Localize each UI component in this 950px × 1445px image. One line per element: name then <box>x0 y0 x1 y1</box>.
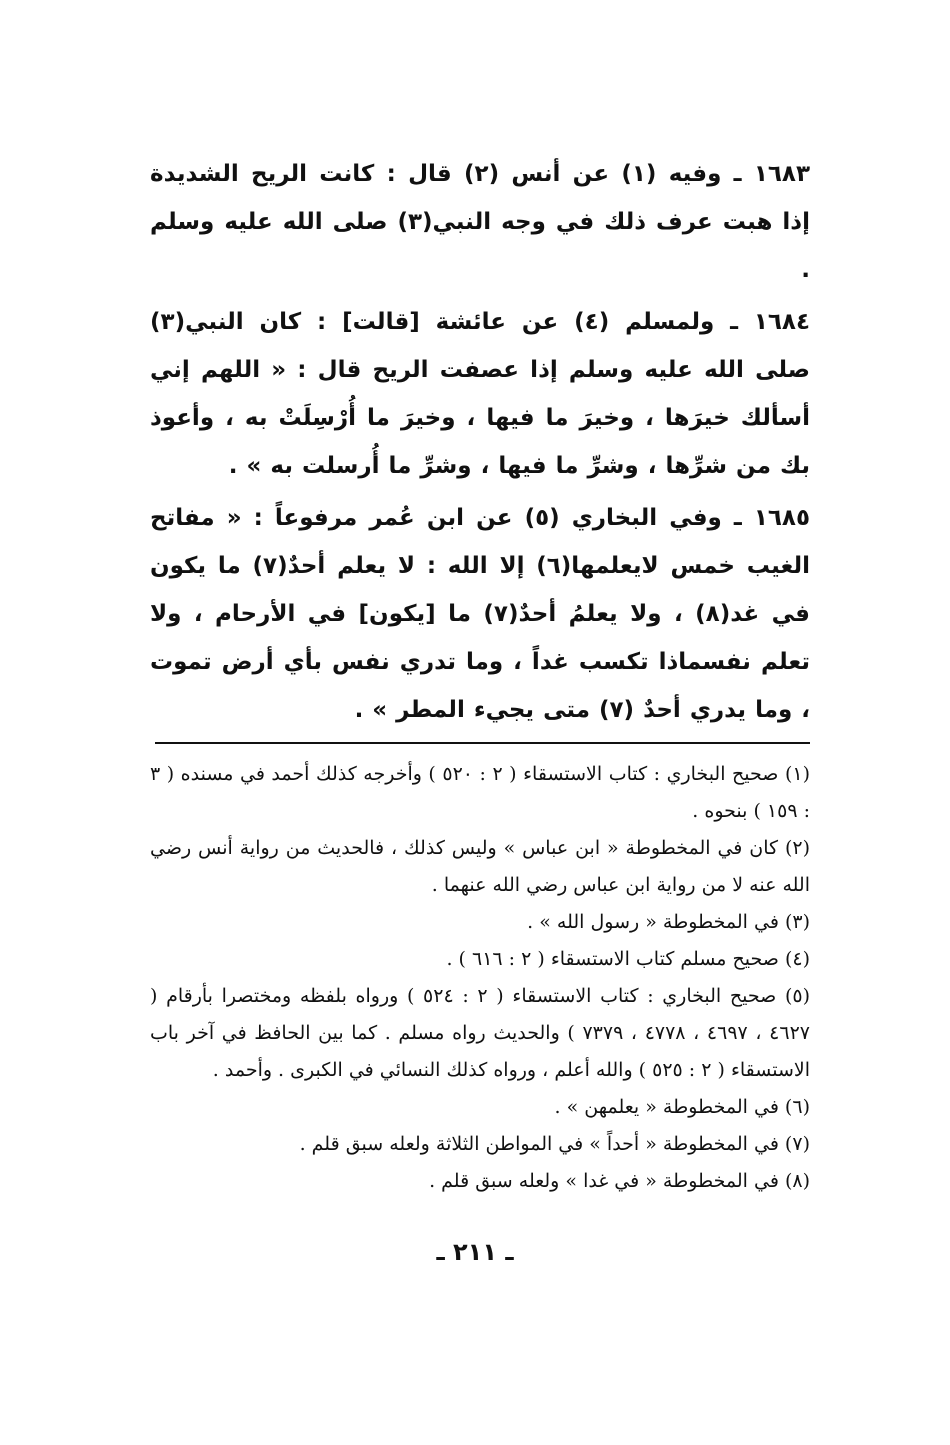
hadith-1685: ١٦٨٥ ـ وفي البخاري (٥) عن ابن عُمر مرفوعاً : « مفاتح الغيب خمس لايعلمها(٦) إلا الله : لا يعلم أحدٌ(٧) ما يكون في غد(٨) ، ولا يعلمُ أحدٌ(٧) ما [يكون] في الأرحام ، ولا تعلم نفسماذا تكسب غداً ، وما تدري نفس بأي أرض تموت ، وما يدري أحدٌ (٧) متى يجيء المطر » . <box>150 505 810 723</box>
footnote-1: (١) صحيح البخاري : كتاب الاستسقاء ( ٢ : ٥٢٠ ) وأخرجه كذلك أحمد في مسنده ( ٣ : ١٥٩ ) بنحوه . <box>150 763 810 822</box>
page-body <box>150 150 810 1200</box>
footnote-7: (٧) في المخطوطة « أحداً » في المواطن الثلاثة ولعله سبق قلم . <box>299 1133 810 1155</box>
footnote-8: (٨) في المخطوطة « في غدا » ولعله سبق قلم . <box>429 1170 810 1192</box>
hadith-1684: ١٦٨٤ ـ ولمسلم (٤) عن عائشة [قالت] : كان النبي(٣) صلى الله عليه وسلم إذا عصفت الريح قال : « اللهم إني أسألك خيرَها ، وخيرَ ما فيها ، وخيرَ ما أُرْسِلَتْ به ، وأعوذ بك من شرِّها ، وشرِّ ما فيها ، وشرِّ ما أُرسلت به » . <box>150 309 810 479</box>
footnote-5: (٥) صحيح البخاري : كتاب الاستسقاء ( ٢ : ٥٢٤ ) ورواه بلفظه ومختصرا بأرقام ( ٤٦٢٧ ، ٤٦٩٧ ، ٤٧٧٨ ، ٧٣٧٩ ) والحديث رواه مسلم . كما بين الحافظ في آخر باب الاستسقاء ( ٢ : ٥٢٥ ) والله أعلم ، ورواه كذلك النسائي في الكبرى . وأحمد . <box>150 985 811 1081</box>
footnote-divider <box>155 742 810 744</box>
footnote-6: (٦) في المخطوطة « يعلمهن » . <box>554 1096 810 1118</box>
hadith-1683: ١٦٨٣ ـ وفيه (١) عن أنس (٢) قال : كانت الريح الشديدة إذا هبت عرف ذلك في وجه النبي(٣) صلى الله عليه وسلم . <box>150 161 810 283</box>
footnotes-section <box>150 756 810 1200</box>
footnote-2: (٢) كان في المخطوطة « ابن عباس » وليس كذلك ، فالحديث من رواية أنس رضي الله عنه لا من رواية ابن عباس رضي الله عنهما . <box>150 837 810 896</box>
footnote-3: (٣) في المخطوطة « رسول الله » . <box>527 911 810 933</box>
footnote-4: (٤) صحيح مسلم كتاب الاستسقاء ( ٢ : ٦١٦ ) . <box>446 948 810 970</box>
page-number: ـ ٢١١ ـ <box>436 1238 514 1266</box>
